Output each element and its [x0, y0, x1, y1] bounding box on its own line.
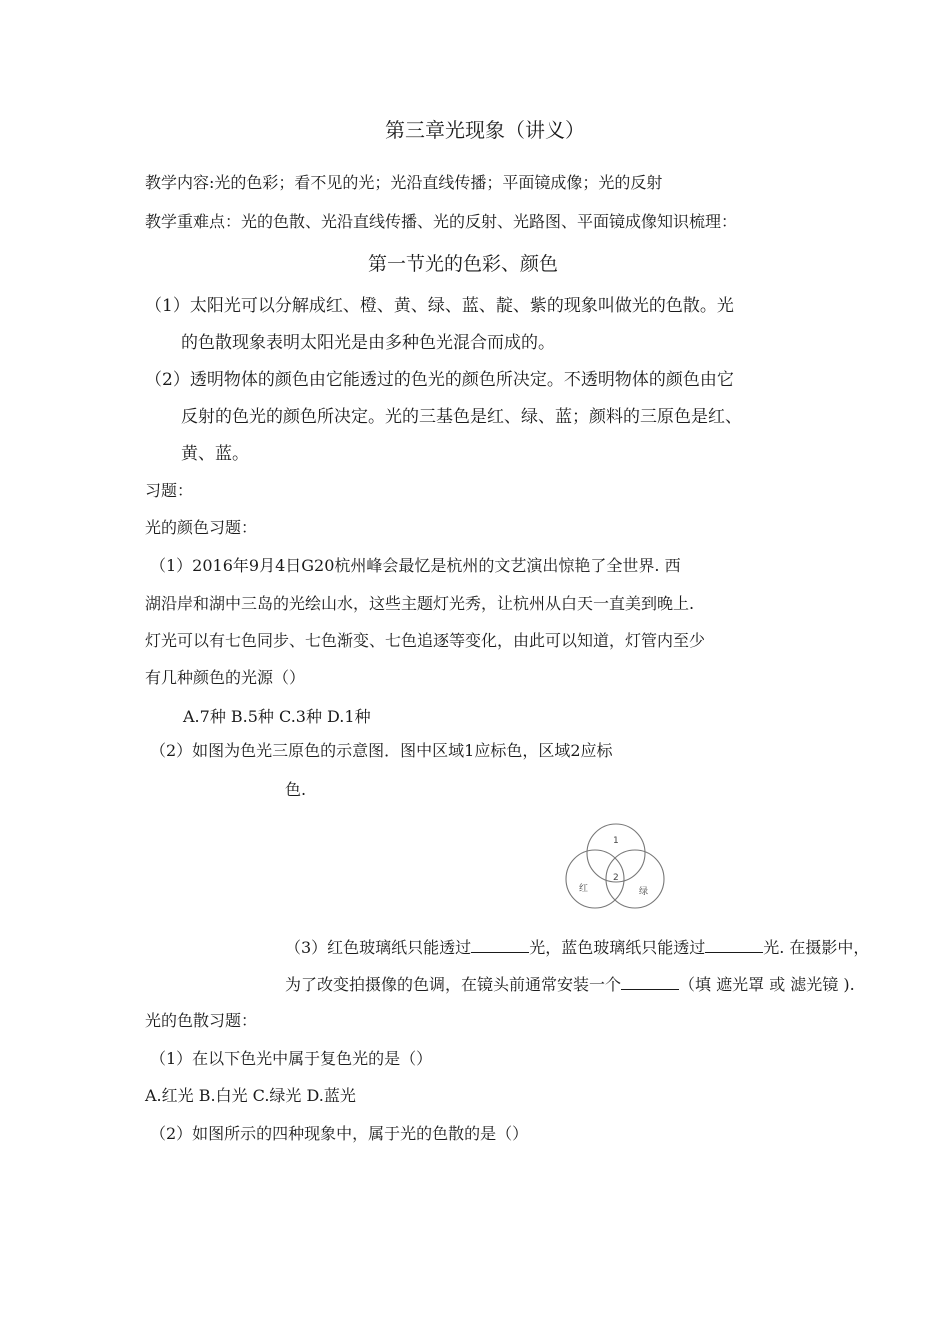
question-3-text-d: 为了改变拍摄像的色调，在镜头前通常安装一个 — [285, 975, 622, 994]
rgb-venn-diagram — [555, 815, 675, 915]
answer-blank-3[interactable] — [621, 975, 679, 990]
teaching-content: 教学内容:光的色彩；看不见的光；光沿直线传播；平面镜成像；光的反射 — [145, 173, 663, 192]
venn-label-red: 红 — [579, 884, 589, 894]
question-1-line-3: 灯光可以有七色同步、七色渐变、七色追逐等变化，由此可以知道，灯管内至少 — [145, 631, 706, 650]
dispersion-question-1: （1）在以下色光中属于复色光的是（） — [150, 1049, 433, 1068]
question-3-text-a: （3）红色玻璃纸只能透过 — [285, 938, 472, 957]
page-title: 第三章光现象（讲义） — [385, 118, 585, 142]
paragraph-1-line-1: （1）太阳光可以分解成红、橙、黄、绿、蓝、靛、紫的现象叫做光的色散。光 — [145, 296, 734, 316]
paragraph-1-line-2: 的色散现象表明太阳光是由多种色光混合而成的。 — [181, 333, 555, 353]
question-3-text-e: （填 遮光罩 或 滤光镜 ). — [679, 975, 855, 994]
question-3-line-1 — [285, 938, 869, 958]
dispersion-question-2: （2）如图所示的四种现象中，属于光的色散的是（） — [150, 1124, 529, 1143]
paragraph-2-line-2: 反射的色光的颜色所决定。光的三基色是红、绿、蓝；颜料的三原色是红、 — [181, 407, 742, 427]
paragraph-2-line-3: 黄、蓝。 — [181, 444, 249, 464]
answer-blank-1[interactable] — [471, 938, 529, 953]
question-3-line-2 — [285, 975, 855, 995]
question-1-line-2: 湖沿岸和湖中三岛的光绘山水，这些主题灯光秀，让杭州从白天一直美到晚上. — [145, 594, 695, 613]
question-2-line-1: （2）如图为色光三原色的示意图．图中区域1应标色，区域2应标 — [150, 741, 613, 760]
question-2-line-2: 色. — [285, 780, 307, 799]
question-3-text-b: 光，蓝色玻璃纸只能透过 — [529, 938, 706, 957]
question-3-text-c: 光. 在摄影中， — [763, 938, 870, 957]
venn-label-green: 绿 — [639, 887, 649, 897]
exercises-heading: 习题： — [145, 481, 194, 500]
color-exercises-heading: 光的颜色习题： — [145, 518, 258, 537]
answer-blank-2[interactable] — [705, 938, 763, 953]
dispersion-question-1-options: A.红光 B.白光 C.绿光 D.蓝光 — [145, 1086, 356, 1105]
question-1-line-4: 有几种颜色的光源（） — [145, 668, 306, 687]
question-1-options: A.7种 B.5种 C.3种 D.1种 — [183, 707, 371, 726]
venn-label-2: 2 — [613, 873, 619, 883]
dispersion-exercises-heading: 光的色散习题： — [145, 1011, 258, 1030]
question-1-line-1: （1）2016年9月4日G20杭州峰会最忆是杭州的文艺演出惊艳了全世界. 西 — [150, 556, 681, 575]
venn-label-1: 1 — [613, 836, 619, 846]
paragraph-2-line-1: （2）透明物体的颜色由它能透过的色光的颜色所决定。不透明物体的颜色由它 — [145, 370, 734, 390]
section-title: 第一节光的色彩、颜色 — [368, 253, 559, 275]
teaching-key-points: 教学重难点：光的色散、光沿直线传播、光的反射、光路图、平面镜成像知识梳理： — [145, 212, 738, 231]
